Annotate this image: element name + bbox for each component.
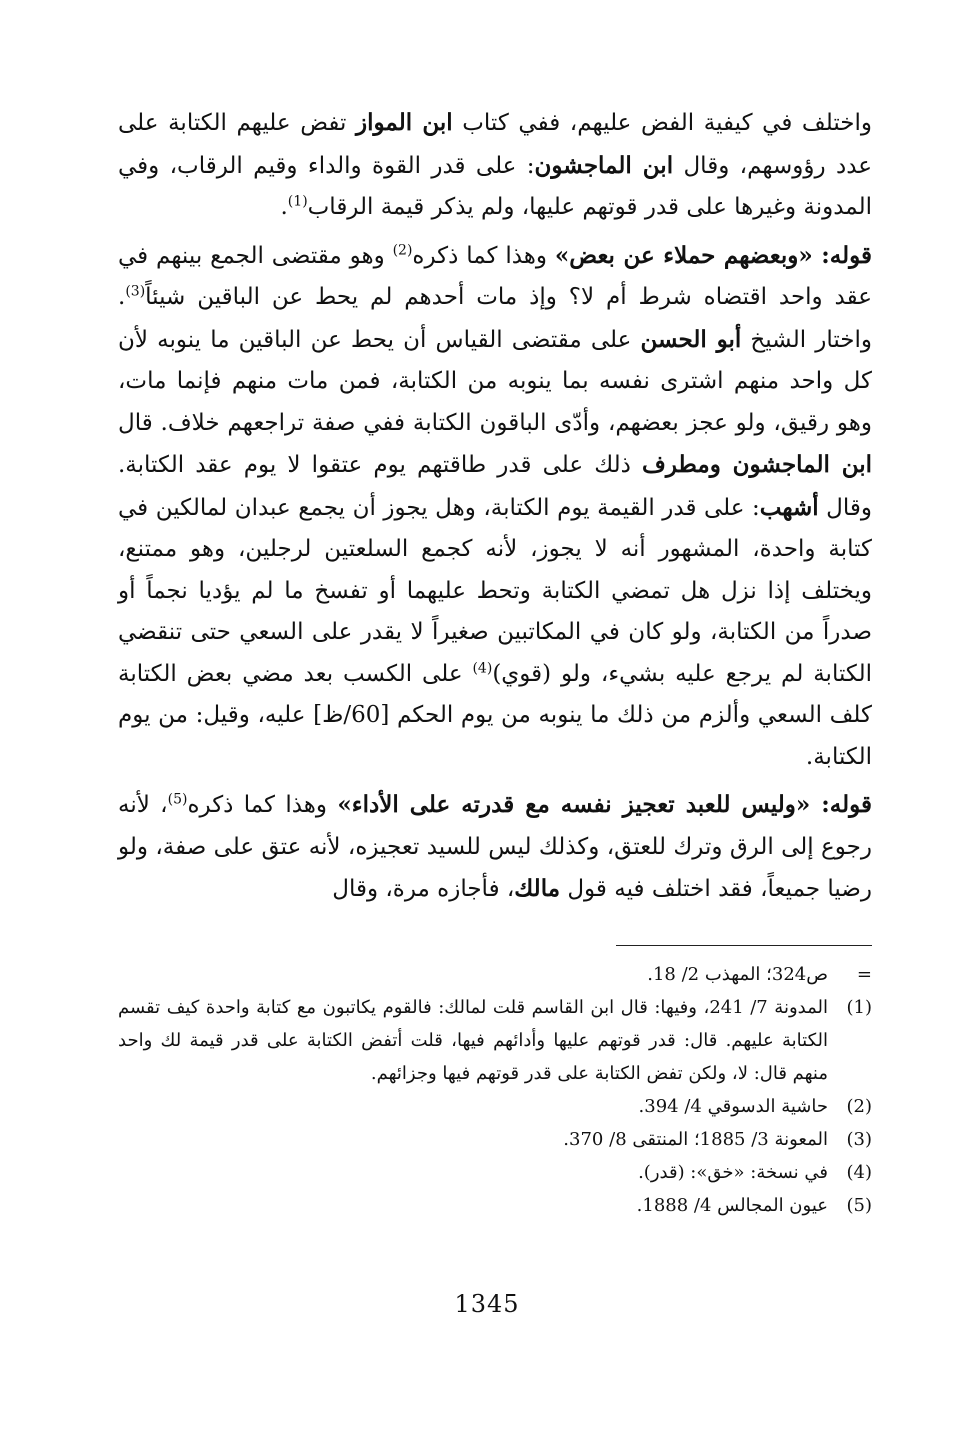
footnote-number: (1)	[846, 997, 872, 1018]
paragraph-3	[118, 784, 872, 911]
footnote-3	[118, 1123, 872, 1156]
scholar-name: أشهب	[759, 493, 819, 521]
footnote-marker: (4)	[472, 659, 493, 676]
footnote-number: (4)	[846, 1162, 872, 1183]
text-segment: وهو مقتضى الجمع بينهم في عقد واحد اقتضاه شرط أم لا؟ وإذ مات أحدهم لم يحط عن الباقين شيئاً	[118, 242, 872, 310]
footnote-marker: (5)	[167, 791, 188, 808]
footnote-divider	[616, 945, 872, 946]
scholar-name: ابن المواز	[356, 109, 453, 136]
footnote-5	[118, 1189, 872, 1222]
footnote-1	[118, 991, 872, 1090]
footnote-number: (5)	[846, 1195, 872, 1216]
quoted-matn: «وليس للعبد تعجيز نفسه مع قدرته على الأداء»	[337, 791, 811, 818]
scholar-name: ابن الماجشون ومطرف	[642, 451, 873, 478]
footnote-marker: (1)	[287, 193, 308, 210]
text-segment: .	[280, 194, 288, 220]
text-segment: على الكسب بعد مضي بعض الكتابة كلف السعي وألزم من ذلك ما ينوبه من يوم الحكم [60/ظ] عليه، وقيل: من يوم الكتابة.	[118, 660, 872, 770]
footnote-text: المدونة 7/ 241، وفيها: قال ابن القاسم قلت لمالك: فالقوم يكاتبون مع كتابة واحدة كيف تقسم الكتابة عليهم. قال: قدر قوتهم عليها وأدائهم فيها، قلت أتفض الكتابة على قدر قيمة لك واحد منهم قال: لا، ولكن تفض الكتابة على قدر قوتهم فيها وجزائهم.	[118, 997, 828, 1084]
quoted-matn: «وبعضهم حملاء عن بعض»	[554, 241, 813, 269]
footnote-marker: (2)	[392, 241, 413, 258]
scholar-name: مالك	[514, 875, 561, 902]
footnote-number: (2)	[846, 1096, 872, 1117]
page-number: 1345	[454, 1290, 520, 1318]
footnote-text: حاشية الدسوقي 4/ 394.	[638, 1096, 828, 1117]
text-segment: ذلك على قدر طاقتهم يوم عتقوا لا يوم عقد الكتابة. وقال	[118, 452, 872, 521]
text-segment: وهذا كما ذكره	[412, 242, 555, 269]
scholar-name: ابن الماجشون	[534, 151, 674, 179]
footnote-text: ص324؛ المهذب 2/ 18.	[647, 964, 828, 985]
footnote-marker: (3)	[125, 283, 146, 300]
footnote-number: =	[856, 964, 872, 985]
footnote-4	[118, 1156, 872, 1189]
text-segment: : على قدر القوة والداء وقيم الرقاب، وفي المدونة وغيرها على قدر قوتهم عليها، ولم يذكر قيمة الرقاب	[118, 152, 872, 220]
text-segment: : على قدر القيمة يوم الكتابة، وهل يجوز أن يجمع عبدان لمالكين في كتابة واحدة، المشهور أنه لا يجوز، لأنه كجمع السلعتين لرجلين، وهو ممتنع، ويختلف إذا نزل هل تمضي الكتابة وتحط عليهما أو تفسخ ما لم يؤديا نجماً أو صدراً من الكتابة، ولو كان في المكاتبين صغيراً لا يقدر على السعي حتى تنقضي الكتابة لم يرجع عليه بشيء، ولو (قوي)	[118, 494, 872, 687]
text-segment: ، لأنه رجوع إلى الرق وترك للعتق، وكذلك ليس للسيد تعجيزه، لأنه عتق على صفة، ولو رضيا جميعاً، فقد اختلف فيه قول	[118, 792, 872, 902]
text-segment: على مقتضى القياس أن يحط عن الباقين ما ينوبه لأن كل واحد منهم اشترى نفسه بما ينوبه من الكتابة، فمن مات منهم فإنما مات، وهو رقيق، ولو عجز بعضهم، وأدّى الباقون الكتابة ففي صفة تراجعهم خلاف. قال	[118, 326, 872, 436]
text-segment: ، فأجازه مرة، وقال	[332, 876, 515, 902]
text-segment: تفض عليهم الكتابة على عدد رؤوسهم، وقال	[118, 110, 872, 179]
scholar-name: أبو الحسن	[640, 325, 742, 353]
paragraph-2	[118, 235, 872, 779]
quote-lead: قوله:	[810, 791, 872, 818]
footnote-text: عيون المجالس 4/ 1888.	[636, 1195, 828, 1216]
text-segment: واختلف في كيفية الفض عليهم، ففي كتاب	[452, 110, 872, 136]
footnote-text: المعونة 3/ 1885؛ المنتقى 8/ 370.	[563, 1129, 828, 1150]
quote-lead: قوله:	[812, 241, 872, 269]
paragraph-1	[118, 102, 872, 229]
footnotes-section	[118, 958, 872, 1222]
footnote-number: (3)	[846, 1129, 872, 1150]
footnote-continuation	[118, 958, 872, 991]
footnote-2	[118, 1090, 872, 1123]
text-segment: وهذا كما ذكره	[187, 792, 338, 818]
text-segment: . واختار الشيخ	[118, 284, 872, 353]
footnote-text: في نسخة: «خق»: (قدر).	[638, 1162, 828, 1183]
main-text	[118, 102, 872, 917]
